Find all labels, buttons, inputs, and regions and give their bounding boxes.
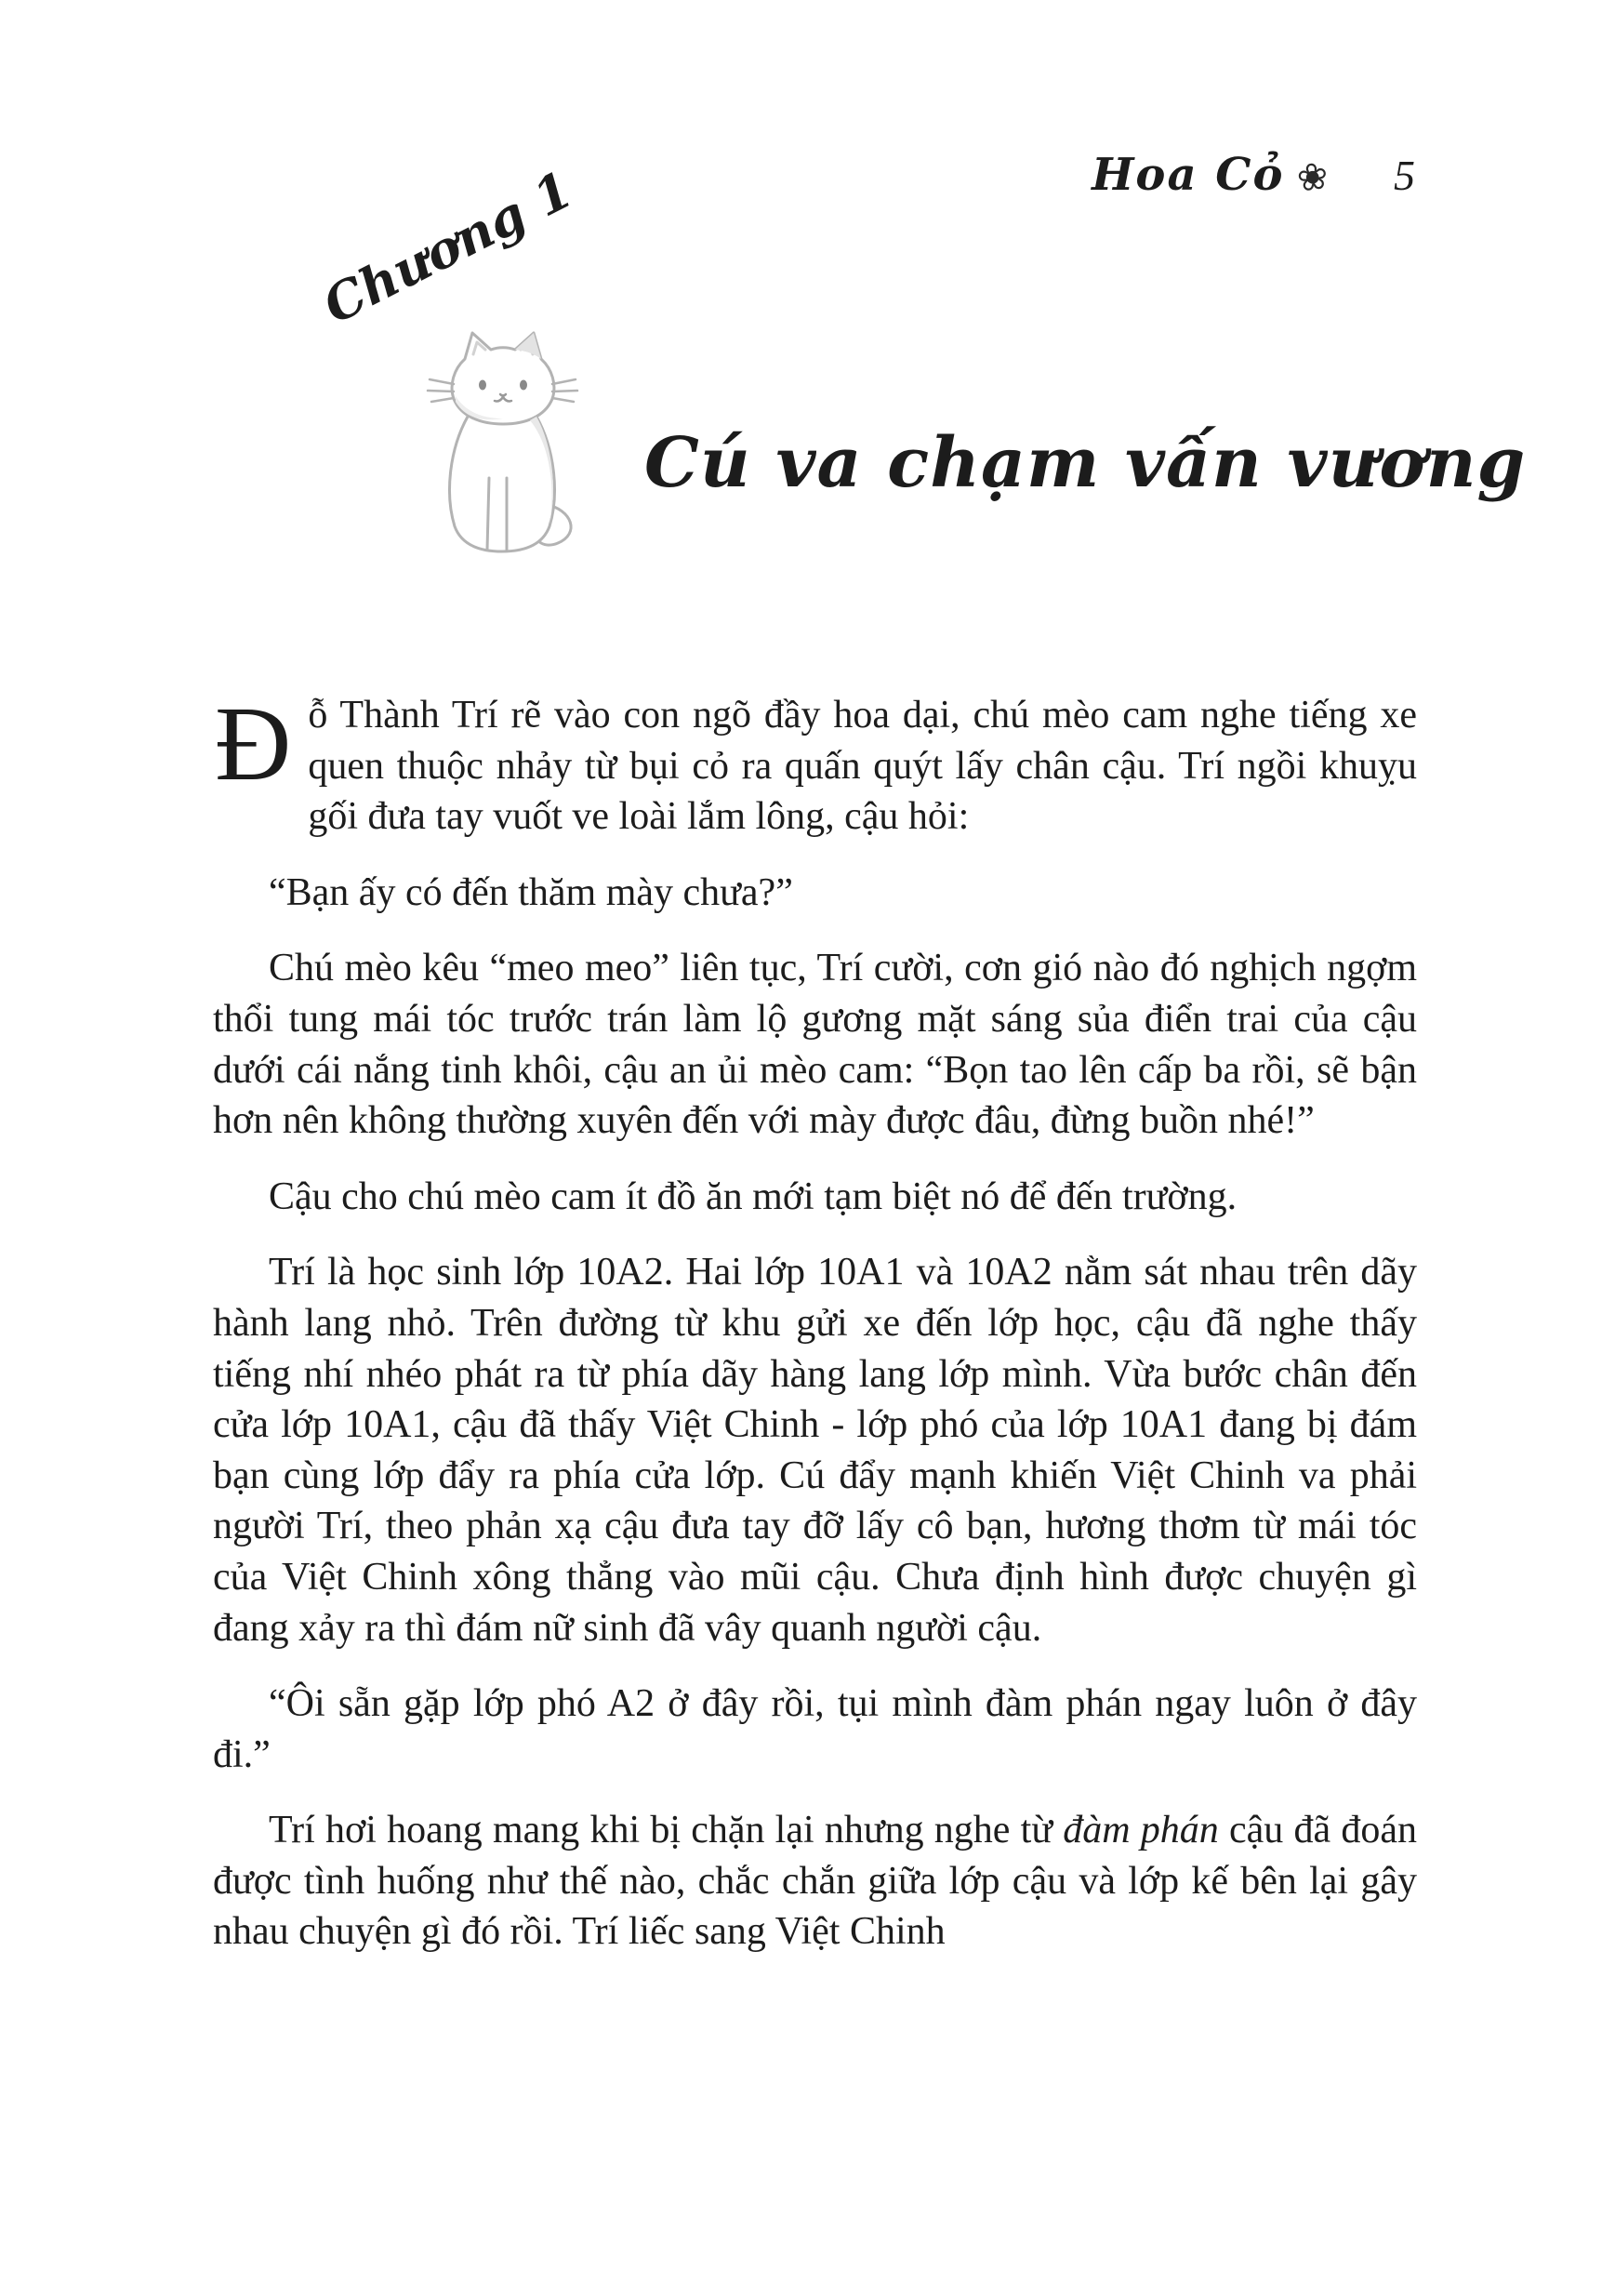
paragraph-7-text-post: cậu đã đoán được tình huống như thế nào, chắc chắn giữa lớp cậu và lớp kế bên lại gây nhau chuyện gì đó rồi. Trí liếc sang Việt Chinh bbox=[213, 1809, 1417, 1954]
page-number: 5 bbox=[1394, 152, 1415, 199]
drop-cap: Đ bbox=[215, 684, 292, 803]
paragraph-1-text: ỗ Thành Trí rẽ vào con ngõ đầy hoa dại, chú mèo cam nghe tiếng xe quen thuộc nhảy từ bụi cỏ ra quấn quýt lấy chân cậu. Trí ngồi khuỵu gối đưa tay vuốt ve loài lắm lông, cậu hỏi: bbox=[308, 694, 1417, 839]
paragraph-2: “Bạn ấy có đến thăm mày chưa?” bbox=[269, 870, 793, 914]
paragraph-4: Cậu cho chú mèo cam ít đồ ăn mới tạm biệt nó để đến trường. bbox=[269, 1175, 1238, 1218]
paragraph-6: “Ôi sẵn gặp lớp phó A2 ở đây rồi, tụi mình đàm phán ngay luôn ở đây đi.” bbox=[213, 1682, 1417, 1776]
cat-illustration bbox=[417, 327, 589, 560]
book-title: Hoa Cỏ bbox=[1092, 149, 1285, 201]
paragraph-3: Chú mèo kêu “meo meo” liên tục, Trí cười, cơn gió nào đó nghịch ngợm thổi tung mái tóc trước trán làm lộ gương mặt sáng sủa điển trai của cậu dưới cái nắng tinh khôi, cậu an ủi mèo cam: “Bọn tao lên cấp ba rồi, sẽ bận hơn nên không thường xuyên đến với mày được đâu, đừng buồn nhé!” bbox=[213, 947, 1417, 1143]
paragraph-7 bbox=[213, 1805, 1417, 1958]
paragraph-7-text-pre: Trí hơi hoang mang khi bị chặn lại nhưng nghe từ bbox=[269, 1809, 1064, 1852]
paragraph-1 bbox=[213, 684, 1417, 843]
chapter-label: Chương 1 bbox=[313, 159, 582, 336]
paragraph-5: Trí là học sinh lớp 10A2. Hai lớp 10A1 và 10A2 nằm sát nhau trên dãy hành lang nhỏ. Trên đường từ khu gửi xe đến lớp học, cậu đã nghe thấy tiếng nhí nhéo phát ra từ phía dãy hàng lang lớp mình. Vừa bước chân đến cửa lớp 10A1, cậu đã thấy Việt Chinh - lớp phó của lớp 10A1 đang bị đám bạn cùng lớp đẩy ra phía cửa lớp. Cú đẩy mạnh khiến Việt Chinh va phải người Trí, theo phản xạ cậu đưa tay đỡ lấy cô bạn, hương thơm từ mái tóc của Việt Chinh xông thẳng vào mũi cậu. Chưa định hình được chuyện gì đang xảy ra thì đám nữ sinh đã vây quanh người cậu. bbox=[213, 1251, 1417, 1650]
flower-icon: ❀ bbox=[1294, 153, 1332, 202]
chapter-title: Cú va chạm vấn vương bbox=[644, 423, 1527, 503]
body-text bbox=[213, 684, 1417, 1983]
paragraph-7-text-italic: đàm phán bbox=[1063, 1809, 1219, 1852]
page-header bbox=[1092, 149, 1415, 201]
cat-line-art-svg bbox=[417, 327, 589, 555]
